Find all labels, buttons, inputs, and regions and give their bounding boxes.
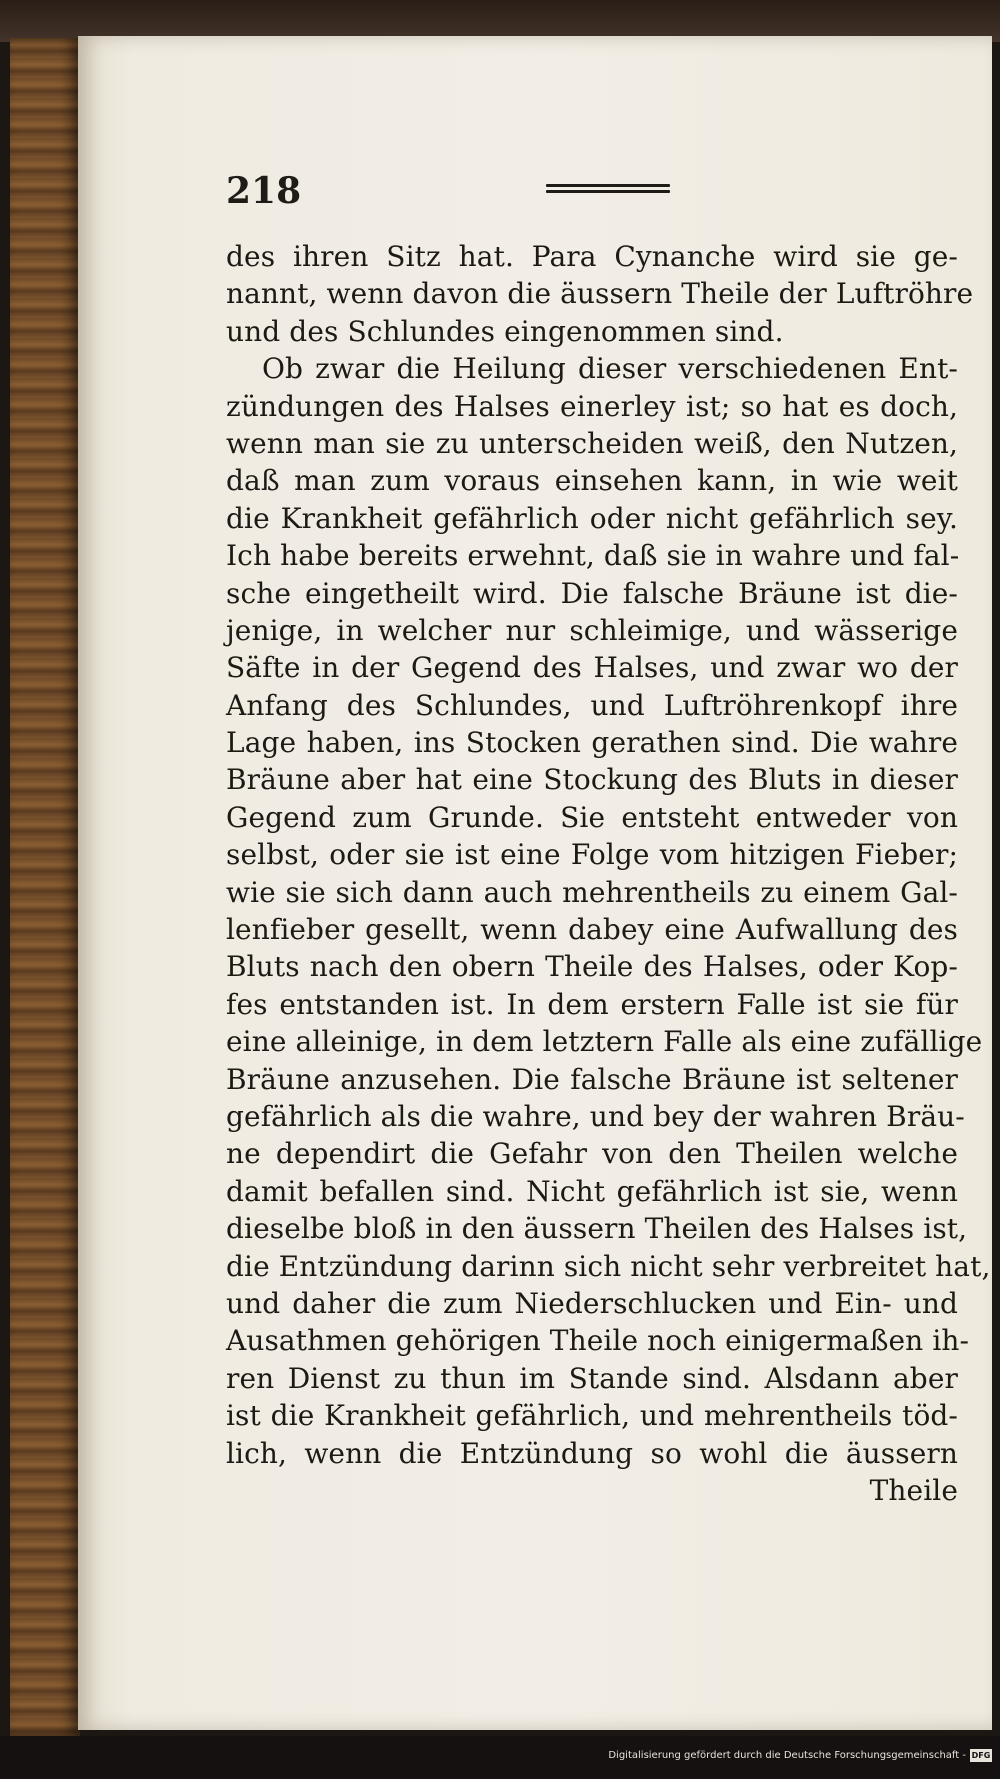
text-line: wenn man sie zu unterscheiden weiß, den Nutzen,: [226, 426, 958, 460]
text-line: die Entzündung darinn sich nicht sehr verbreitet hat,: [226, 1249, 991, 1283]
text-line: wie sie sich dann auch mehrentheils zu einem Gal-: [226, 875, 958, 909]
header-rule-line: [546, 190, 670, 193]
header-double-rule: [546, 184, 670, 199]
text-line: damit befallen sind. Nicht gefährlich ist sie, wenn: [226, 1174, 958, 1208]
text-line: jenige, in welcher nur schleimige, und wässerige: [226, 613, 958, 647]
text-line: Ob zwar die Heilung dieser verschiedenen Ent-: [262, 352, 958, 386]
text-line: fes entstanden ist. In dem erstern Falle ist sie für: [226, 987, 958, 1021]
text-line: gefährlich als die wahre, und bey der wahren Bräu-: [226, 1099, 965, 1133]
funding-credit: Digitalisierung gefördert durch die Deutsche Forschungsgemeinschaft -: [608, 1750, 966, 1761]
running-head: [146, 170, 966, 220]
text-line: Bräune anzusehen. Die falsche Bräune ist seltener: [226, 1062, 958, 1096]
text-line: ne dependirt die Gefahr von den Theilen welche: [226, 1137, 958, 1171]
text-line: zündungen des Halses einerley ist; so hat es doch,: [226, 389, 958, 423]
text-line: ren Dienst zu thun im Stande sind. Alsdann aber: [226, 1361, 958, 1395]
text-line: Ausathmen gehörigen Theile noch einigermaßen ih-: [226, 1324, 970, 1358]
body-text: [226, 238, 991, 1509]
digitization-footer: [0, 1736, 1000, 1779]
page-number: 218: [226, 170, 302, 212]
text-line: nannt, wenn davon die äussern Theile der Luftröhre: [226, 277, 974, 311]
header-rule-line: [546, 184, 670, 187]
text-line: Säfte in der Gegend des Halses, und zwar wo der: [226, 651, 958, 685]
text-line: Bräune aber hat eine Stockung des Bluts in dieser: [226, 763, 958, 797]
text-line: und des Schlundes eingenommen sind.: [226, 314, 784, 348]
text-line: eine alleinige, in dem letztern Falle als eine zufällige: [226, 1025, 983, 1059]
text-line: des ihren Sitz hat. Para Cynanche wird sie ge-: [226, 240, 958, 273]
text-line: und daher die zum Niederschlucken und Ein- und: [226, 1286, 958, 1320]
text-line: die Krankheit gefährlich oder nicht gefährlich sey.: [226, 501, 958, 535]
text-line: Anfang des Schlundes, und Luftröhrenkopf ihre: [226, 688, 958, 722]
text-line: Ich habe bereits erwehnt, daß sie in wahre und fal-: [226, 539, 960, 573]
text-line: Lage haben, ins Stocken gerathen sind. Die wahre: [226, 726, 958, 760]
text-line: sche eingetheilt wird. Die falsche Bräune ist die-: [226, 576, 958, 610]
text-line: dieselbe bloß in den äussern Theilen des Halses ist,: [226, 1212, 968, 1246]
text-line: ist die Krankheit gefährlich, und mehrentheils töd-: [226, 1399, 958, 1433]
text-line: daß man zum voraus einsehen kann, in wie weit: [226, 464, 958, 498]
text-line: lich, wenn die Entzündung so wohl die äussern: [226, 1436, 958, 1470]
text-line: Bluts nach den obern Theile des Halses, oder Kop-: [226, 950, 958, 984]
catchword: Theile: [869, 1473, 958, 1507]
text-line: Gegend zum Grunde. Sie entsteht entweder von: [226, 800, 958, 834]
book-spine-edge: [10, 38, 80, 1736]
text-line: selbst, oder sie ist eine Folge vom hitzigen Fieber;: [226, 838, 958, 872]
text-line: lenfieber gesellt, wenn dabey eine Aufwallung des: [226, 913, 958, 947]
dfg-logo-icon: DFG: [971, 1751, 991, 1760]
